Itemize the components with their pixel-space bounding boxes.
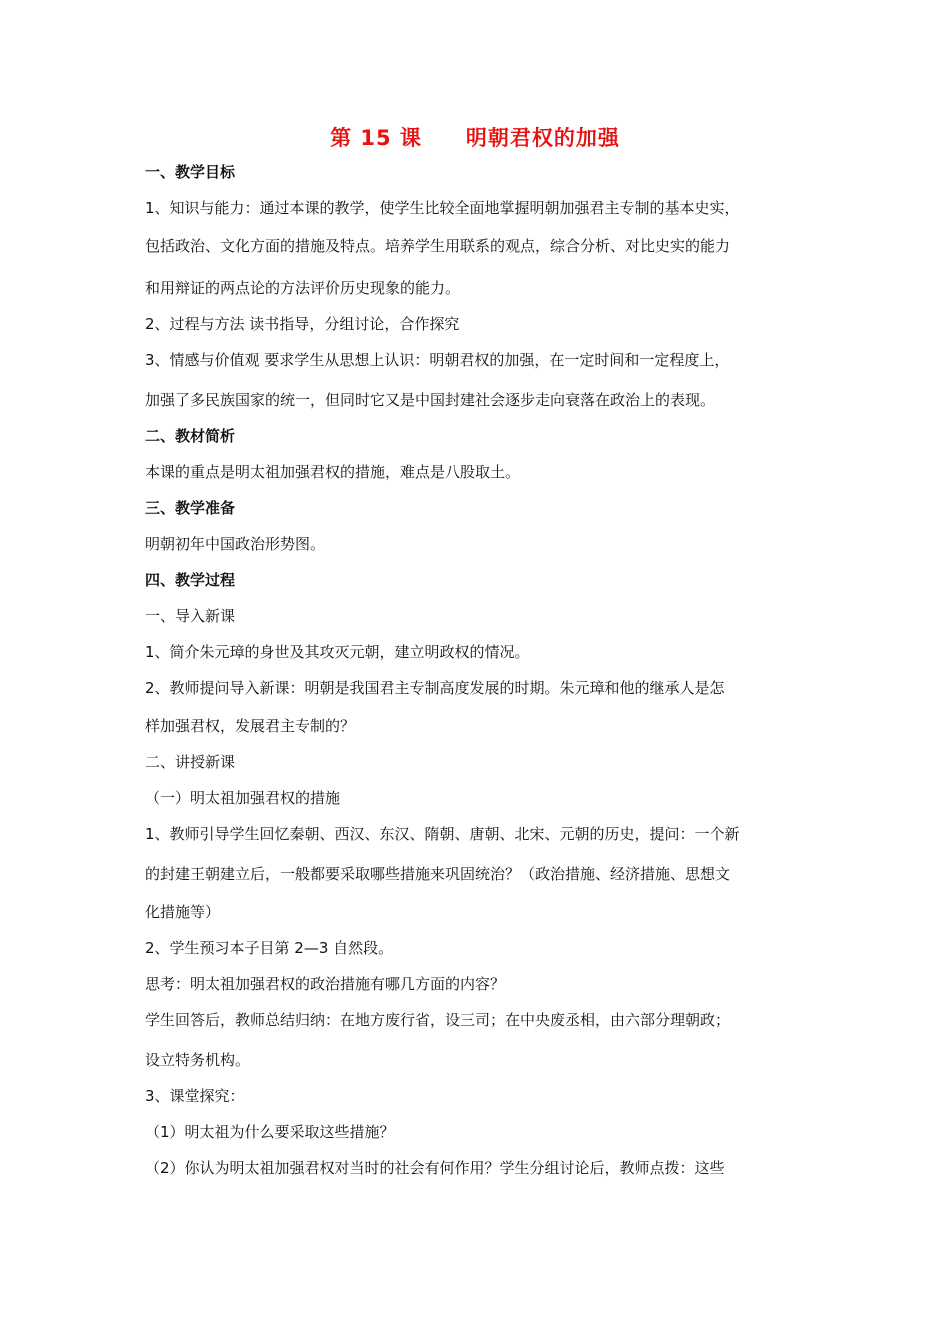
paragraph-line: 思考：明太祖加强君权的政治措施有哪几方面的内容？ — [145, 975, 506, 993]
paragraph-line: （2）你认为明太祖加强君权对当时的社会有何作用？学生分组讨论后，教师点拨：这些 — [145, 1159, 725, 1177]
paragraph-line: 的封建王朝建立后，一般都要采取哪些措施来巩固统治？（政治措施、经济措施、思想文 — [145, 865, 731, 883]
paragraph-line: 包括政治、文化方面的措施及特点。培养学生用联系的观点，综合分析、对比史实的能力 — [145, 237, 731, 255]
paragraph-line: 学生回答后，教师总结归纳：在地方废行省，设三司；在中央废丞相，由六部分理朝政； — [145, 1011, 731, 1029]
paragraph-line: 2、学生预习本子目第 2—3 自然段。 — [145, 939, 394, 957]
lesson-name: 明朝君权的加强 — [465, 126, 620, 150]
paragraph-line: 1、简介朱元璋的身世及其攻灭元朝，建立明政权的情况。 — [145, 643, 530, 661]
section-heading: 三、教学准备 — [145, 499, 236, 517]
section-heading: 二、教材简析 — [145, 427, 236, 445]
lesson-number: 第 15 课 — [330, 126, 422, 150]
paragraph-line: 样加强君权，发展君主专制的？ — [145, 717, 356, 735]
paragraph-line: 1、教师引导学生回忆秦朝、西汉、东汉、隋朝、唐朝、北宋、元朝的历史，提问：一个新 — [145, 825, 740, 843]
paragraph-line: 3、课堂探究： — [145, 1087, 245, 1105]
paragraph-line: 2、教师提问导入新课：明朝是我国君主专制高度发展的时期。朱元璋和他的继承人是怎 — [145, 679, 725, 697]
paragraph-line: 一、导入新课 — [145, 607, 236, 625]
paragraph-line: 加强了多民族国家的统一，但同时它又是中国封建社会逐步走向衰落在政治上的表现。 — [145, 391, 716, 409]
document-title — [0, 122, 950, 152]
paragraph-line: （1）明太祖为什么要采取这些措施？ — [145, 1123, 395, 1141]
paragraph-line: 设立特务机构。 — [145, 1051, 251, 1069]
paragraph-line: 2、过程与方法 读书指导，分组讨论，合作探究 — [145, 315, 460, 333]
document-body — [145, 160, 815, 1180]
paragraph-line: 本课的重点是明太祖加强君权的措施，难点是八股取土。 — [145, 463, 521, 481]
paragraph-line: 明朝初年中国政治形势图。 — [145, 535, 326, 553]
section-heading: 一、教学目标 — [145, 163, 236, 181]
paragraph-line: 二、讲授新课 — [145, 753, 236, 771]
paragraph-line: 1、知识与能力：通过本课的教学，使学生比较全面地掌握明朝加强君主专制的基本史实， — [145, 199, 740, 217]
paragraph-line: （一）明太祖加强君权的措施 — [145, 789, 341, 807]
paragraph-line: 和用辩证的两点论的方法评价历史现象的能力。 — [145, 279, 461, 297]
paragraph-line: 3、情感与价值观 要求学生从思想上认识：明朝君权的加强，在一定时间和一定程度上， — [145, 351, 730, 369]
section-heading: 四、教学过程 — [145, 571, 236, 589]
paragraph-line: 化措施等） — [145, 903, 221, 921]
